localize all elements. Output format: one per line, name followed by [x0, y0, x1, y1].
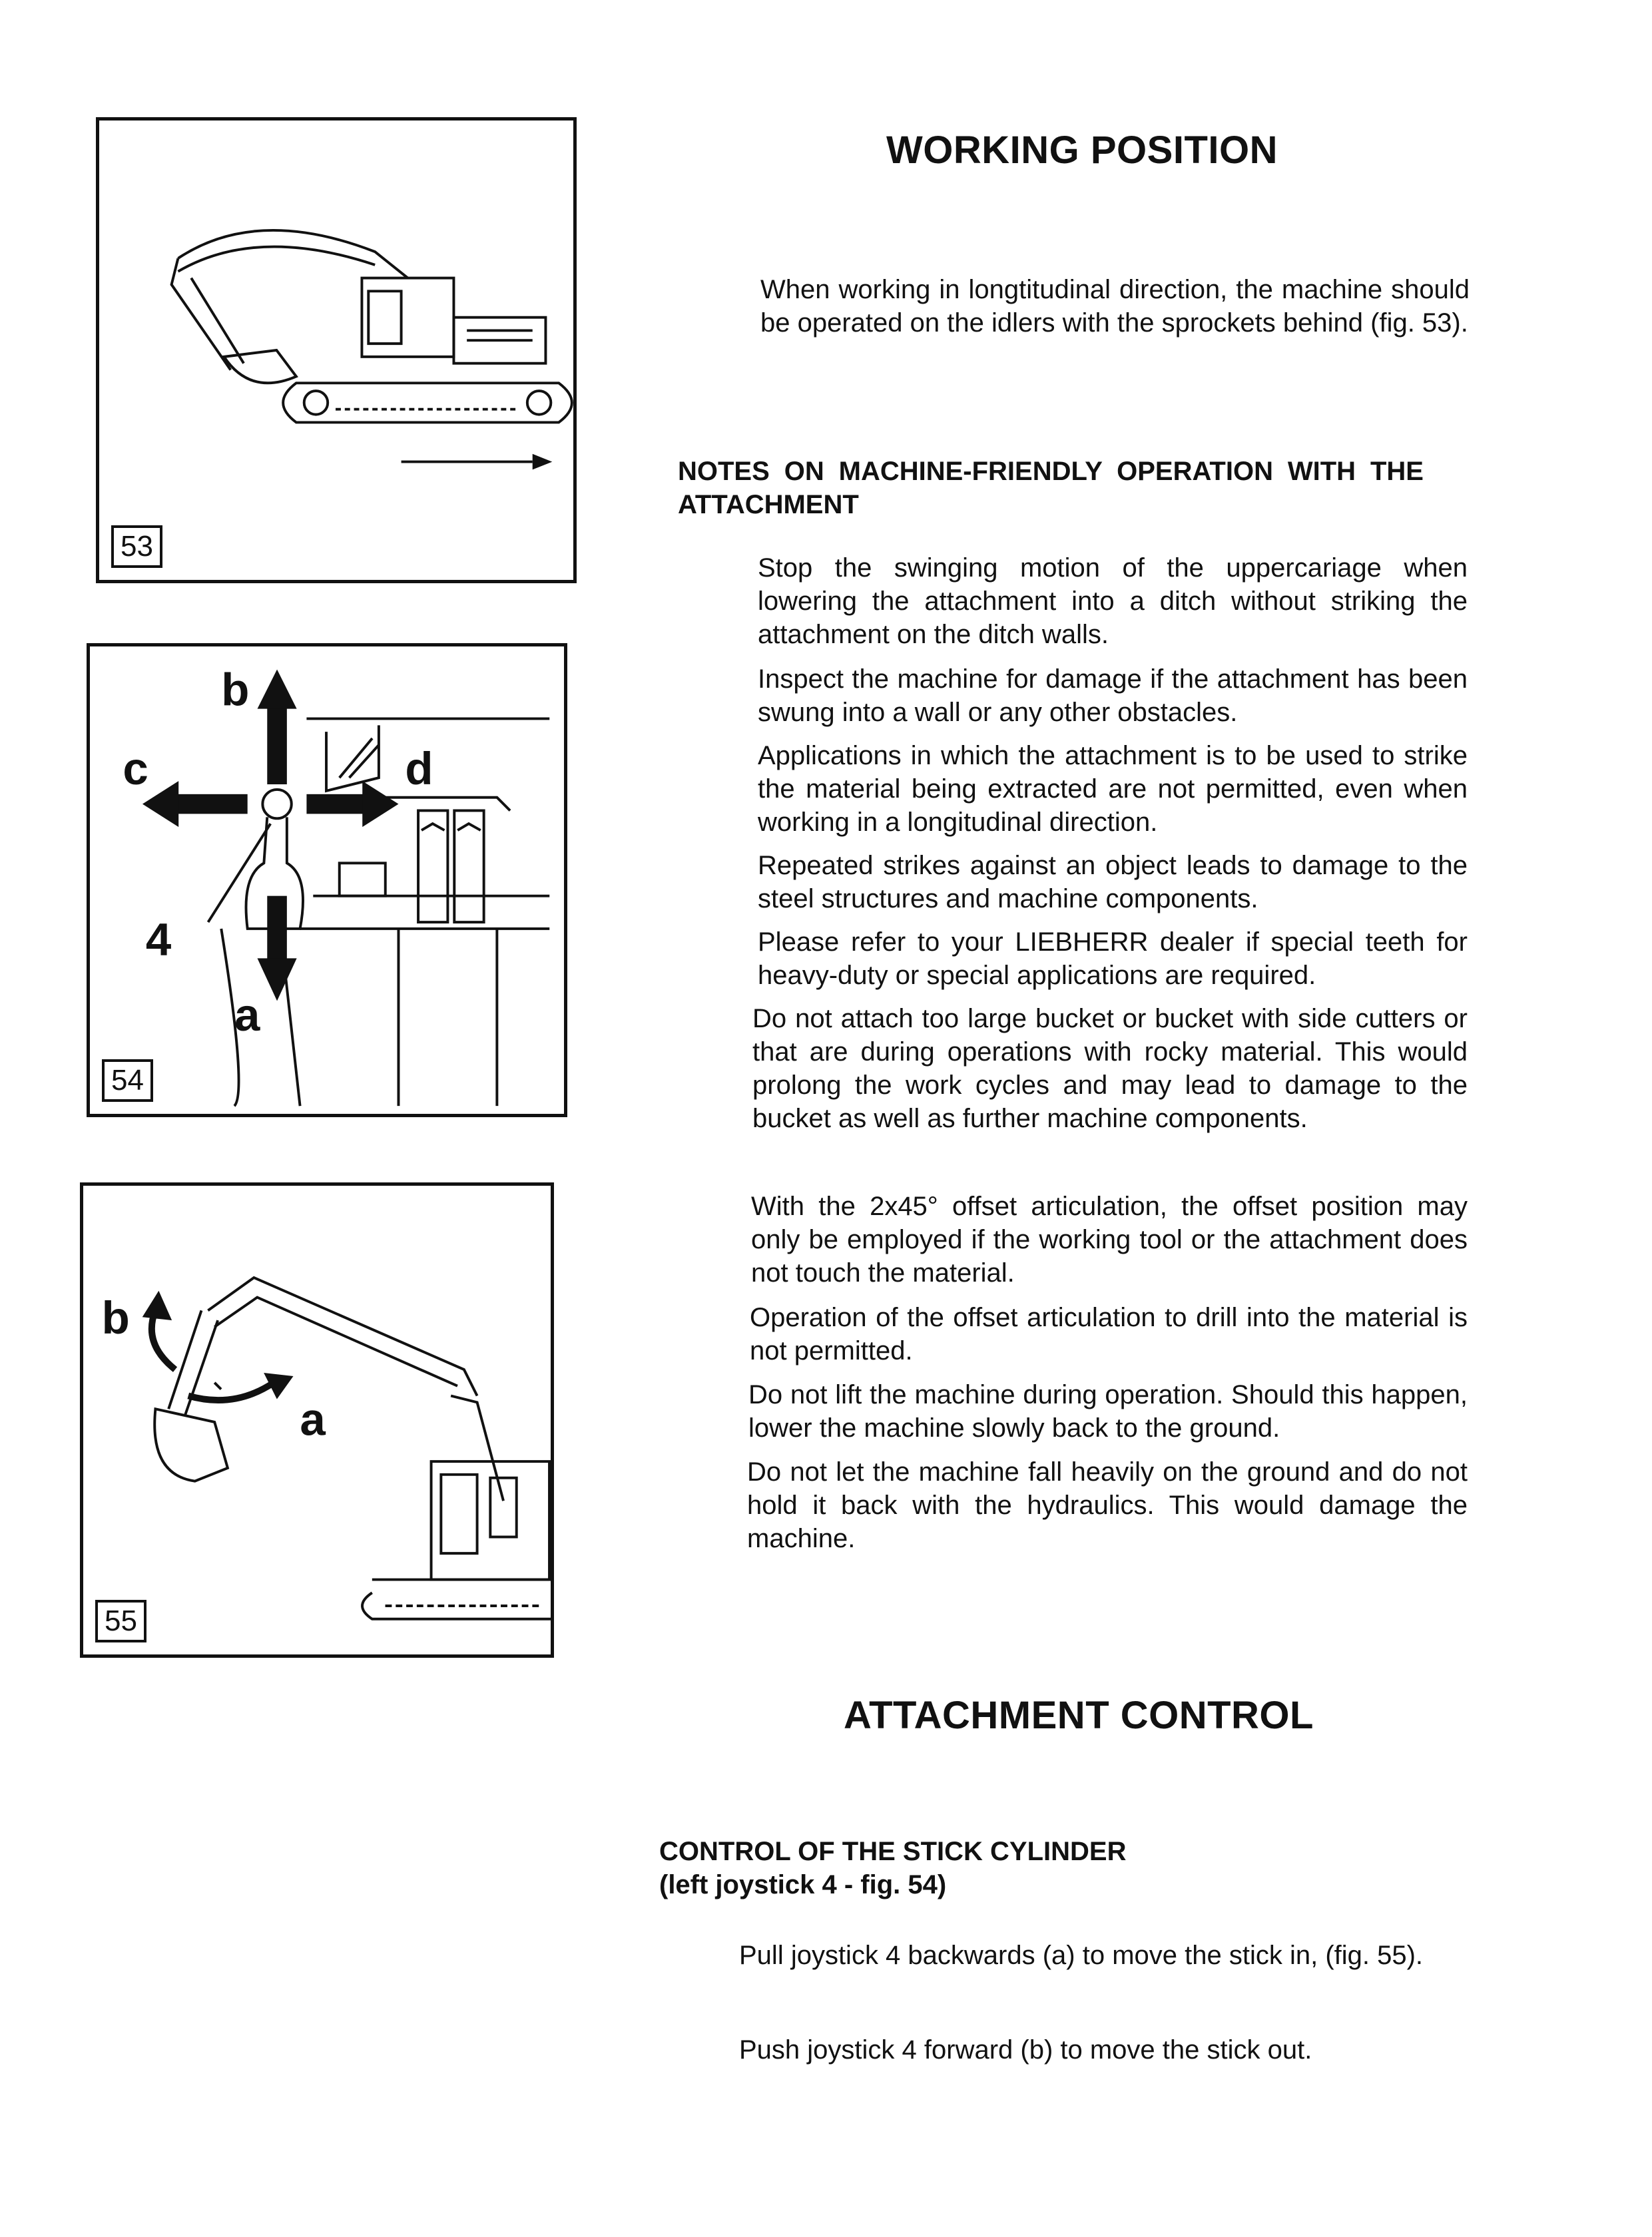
notes-heading: [678, 455, 1424, 521]
stick-out-instruction: Push joystick 4 forward (b) to move the stick out.: [739, 2035, 1312, 2065]
note-paragraph: With the 2x45° offset articulation, the offset position may only be employed if the working tool or the attachment does not touch the material.: [751, 1192, 1468, 1288]
working-position-title: WORKING POSITION: [886, 128, 1278, 172]
figure-number: 55: [95, 1600, 146, 1642]
note-paragraph: Do not lift the machine during operation. Should this happen, lower the machine slowly back to the ground.: [748, 1380, 1468, 1443]
note-paragraph: Please refer to your LIEBHERR dealer if special teeth for heavy-duty or special applications are required.: [758, 927, 1468, 990]
notes-heading-line1: NOTES ON MACHINE-FRIENDLY OPERATION WITH THE: [678, 457, 1424, 486]
stick-movement-illustration: [83, 1186, 551, 1654]
arrow-label-b: b: [221, 664, 250, 716]
arrow-label-a: a: [300, 1393, 326, 1445]
figure-53: [96, 117, 577, 583]
figure-number: 53: [111, 525, 162, 568]
excavator-travel-illustration: [99, 121, 573, 580]
note-paragraph: Do not attach too large bucket or bucket with side cutters or that are during operations with rocky material. This would prolong the work cycles and may lead to damage to the bucket as well as further machine components.: [752, 1004, 1468, 1133]
note-paragraph: Do not let the machine fall heavily on the ground and do not hold it back with the hydraulics. This would damage the machine.: [747, 1457, 1468, 1553]
note-paragraph: Stop the swinging motion of the uppercariage when lowering the attachment into a ditch without striking the attachment on the ditch walls.: [758, 553, 1468, 649]
stick-cylinder-heading-line1: CONTROL OF THE STICK CYLINDER: [659, 1837, 1127, 1866]
arrow-label-b: b: [101, 1292, 130, 1344]
stick-in-instruction: Pull joystick 4 backwards (a) to move the stick in, (fig. 55).: [739, 1941, 1424, 1970]
arrow-label-a: a: [234, 989, 260, 1041]
note-paragraph: Inspect the machine for damage if the attachment has been swung into a wall or any other obstacles.: [758, 664, 1468, 727]
note-paragraph: Operation of the offset articulation to drill into the material is not permitted.: [750, 1303, 1468, 1366]
arrow-label-d: d: [405, 743, 433, 795]
notes-heading-line2: ATTACHMENT: [678, 490, 859, 519]
joystick-control-illustration: [90, 646, 564, 1114]
figure-55: [80, 1182, 554, 1658]
figure-number: 54: [102, 1059, 153, 1102]
working-position-intro: When working in longtitudinal direction, the machine should be operated on the idlers with the sprockets behind (fig. 53).: [760, 275, 1470, 338]
joystick-label: 4: [145, 913, 172, 965]
stick-cylinder-heading: [659, 1835, 1458, 1901]
note-paragraph: Repeated strikes against an object leads to damage to the steel structures and machine components.: [758, 851, 1468, 913]
note-paragraph: Applications in which the attachment is to be used to strike the material being extracted are not permitted, even when working in a longitudinal direction.: [758, 741, 1468, 837]
arrow-label-c: c: [123, 743, 148, 795]
stick-cylinder-heading-line2: (left joystick 4 - fig. 54): [659, 1870, 947, 1899]
figure-54: [87, 643, 567, 1117]
attachment-control-title: ATTACHMENT CONTROL: [844, 1694, 1314, 1737]
